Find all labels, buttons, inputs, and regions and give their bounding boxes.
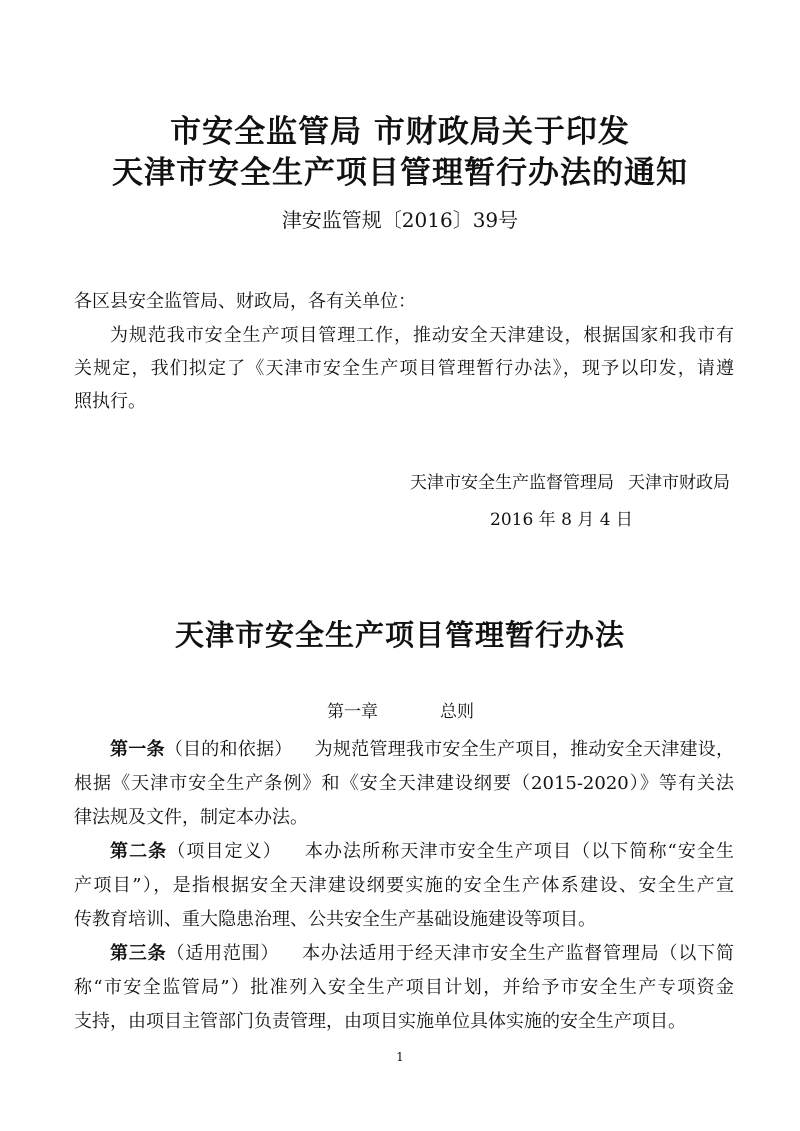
notice-title-line2: 天津市安全生产项目管理暂行办法的通知 bbox=[112, 155, 688, 191]
article-line: 根据《天津市安全生产条例》和《安全天津建设纲要（2015-2020）》等有关法 bbox=[74, 773, 734, 794]
notice-body-line: 照执行。 bbox=[74, 391, 146, 412]
salutation: 各区县安全监管局、财政局，各有关单位： bbox=[74, 291, 416, 312]
article-topic: （项目定义） bbox=[167, 841, 282, 862]
issue-date: 2016 年 8 月 4 日 bbox=[490, 510, 633, 530]
signature-org2: 天津市财政局 bbox=[628, 473, 730, 493]
chapter-name: 总则 bbox=[440, 702, 474, 722]
article-topic: （目的和依据） bbox=[164, 739, 293, 760]
signature-block bbox=[410, 468, 730, 493]
signature-org1: 天津市安全生产监督管理局 bbox=[410, 473, 614, 493]
page-number: 1 bbox=[396, 1050, 404, 1064]
article-name: 第三条 bbox=[110, 943, 167, 964]
article-line: 支持，由项目主管部门负责管理，由项目实施单位具体实施的安全生产项目。 bbox=[74, 1011, 686, 1032]
article-text: 本办法适用于经天津市安全生产监督管理局（以下简 bbox=[301, 943, 734, 964]
article-topic: （适用范围） bbox=[166, 943, 280, 964]
article-3-first-line bbox=[110, 941, 734, 967]
notice-title-line1: 市安全监管局 市财政局关于印发 bbox=[170, 114, 630, 150]
article-text: 本办法所称天津市安全生产项目（以下简称“安全生 bbox=[303, 841, 735, 862]
article-name: 第一条 bbox=[110, 739, 165, 760]
notice-body-line: 为规范我市安全生产项目管理工作，推动安全天津建设，根据国家和我市有 bbox=[110, 325, 734, 346]
notice-body-line: 关规定，我们拟定了《天津市安全生产项目管理暂行办法》，现予以印发，请遵 bbox=[74, 358, 734, 379]
article-text: 为规范管理我市安全生产项目，推动安全天津建设， bbox=[314, 739, 735, 760]
rules-title: 天津市安全生产项目管理暂行办法 bbox=[174, 618, 625, 652]
article-line: 产项目”），是指根据安全天津建设纲要实施的安全生产体系建设、安全生产宣 bbox=[74, 875, 734, 896]
article-name: 第二条 bbox=[110, 841, 168, 862]
article-1-first-line bbox=[110, 737, 734, 763]
article-line: 称“市安全监管局”）批准列入安全生产项目计划，并给予市安全生产专项资金 bbox=[74, 977, 734, 998]
article-2-first-line bbox=[110, 839, 734, 865]
chapter-label: 第一章 bbox=[327, 702, 378, 722]
document-number: 津安监管规〔2016〕39号 bbox=[281, 208, 519, 232]
article-line: 律法规及文件，制定本办法。 bbox=[74, 807, 308, 828]
article-line: 传教育培训、重大隐患治理、公共安全生产基础设施建设等项目。 bbox=[74, 909, 596, 930]
